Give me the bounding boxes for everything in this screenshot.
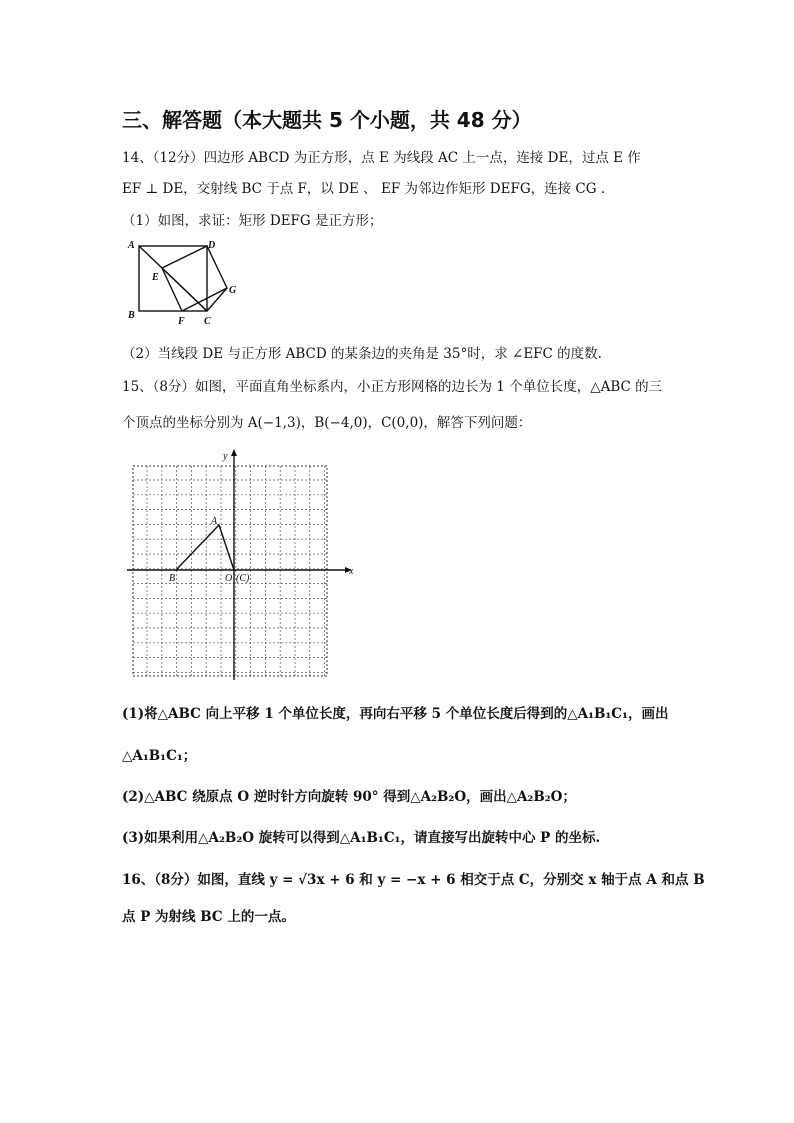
q15-line2: 个顶点的坐标分别为 A(−1,3)，B(−4,0)，C(0,0)，解答下列问题： bbox=[122, 415, 532, 431]
y-axis-arrow bbox=[231, 449, 237, 456]
q15-line1: 15、（8分）如图，平面直角坐标系内，小正方形网格的边长为 1 个单位长度，△ABC 的三 bbox=[122, 379, 663, 395]
q15-part1-a: (1)将△ABC 向上平移 1 个单位长度，再向右平移 5 个单位长度后得到的△A₁B₁C₁，画出 bbox=[122, 706, 669, 722]
label-c: C bbox=[204, 316, 211, 327]
q14-line1: 14、（12分）四边形 ABCD 为正方形，点 E 为线段 AC 上一点，连接 DE，过点 E 作 bbox=[122, 150, 641, 166]
label-e: E bbox=[152, 272, 159, 283]
q15-part1-b: △A₁B₁C₁； bbox=[122, 748, 197, 764]
q15-part2: (2)△ABC 绕原点 O 逆时针方向旋转 90° 得到△A₂B₂O，画出△A₂B₂O； bbox=[122, 789, 576, 805]
label-g: G bbox=[229, 285, 237, 296]
label-b: B bbox=[128, 310, 135, 321]
q15-part3: (3)如果利用△A₂B₂O 旋转可以得到△A₁B₁C₁，请直接写出旋转中心 P 的坐标. bbox=[122, 830, 601, 846]
q16-line2: 点 P 为射线 BC 上的一点。 bbox=[122, 909, 295, 925]
section-heading: 三、解答题（本大题共 5 个小题，共 48 分） bbox=[122, 108, 532, 132]
label-c: (C) bbox=[236, 573, 250, 584]
q15-coordinate-grid bbox=[122, 446, 362, 686]
label-a: A bbox=[211, 516, 218, 527]
q14-part2: （2）当线段 DE 与正方形 ABCD 的某条边的夹角是 35°时，求 ∠EFC 的度数. bbox=[122, 346, 602, 362]
label-f: F bbox=[178, 316, 185, 327]
label-x: x bbox=[349, 566, 354, 577]
label-a: A bbox=[128, 240, 135, 251]
q14-square-figure bbox=[122, 238, 262, 328]
triangle-abc bbox=[176, 525, 234, 570]
q14-part1: （1）如图，求证：矩形 DEFG 是正方形； bbox=[122, 213, 383, 229]
label-d: D bbox=[208, 240, 216, 251]
q16-line1: 16、（8分）如图，直线 y = √3x + 6 和 y = −x + 6 相交于点 C，分别交 x 轴于点 A 和点 B bbox=[122, 872, 705, 888]
segment-ed-extra bbox=[162, 268, 207, 311]
segment-cg bbox=[207, 288, 227, 311]
label-o: O bbox=[225, 573, 233, 584]
label-y: y bbox=[223, 451, 228, 462]
label-b: B bbox=[169, 573, 176, 584]
q14-line2: EF ⊥ DE，交射线 BC 于点 F，以 DE 、 EF 为邻边作矩形 DEFG，连接 CG . bbox=[122, 181, 606, 197]
square-defg bbox=[162, 246, 227, 311]
